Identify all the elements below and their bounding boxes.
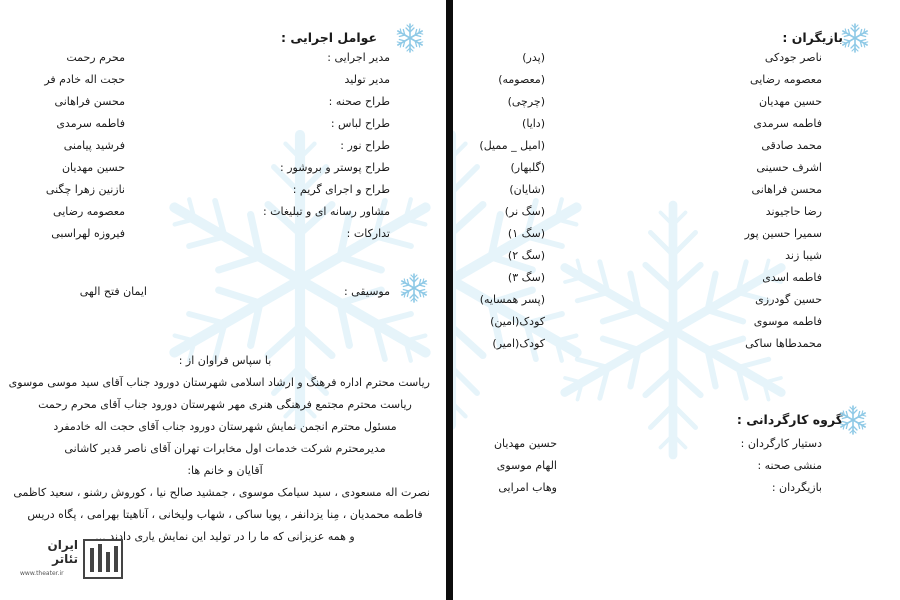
thanks-line: مسئول محترم انجمن نمایش شهرستان دورود جناب آقای حجت اله خادمفرد <box>53 420 397 433</box>
directing-row <box>453 456 900 478</box>
crew-name: حسین مهدیان <box>61 161 125 174</box>
crew-label: طراح لباس : <box>330 117 390 130</box>
directing-name: الهام موسوی <box>496 459 557 472</box>
thanks-line: مدیرمحترم شرکت خدمات اول مخابرات تهران آقای ناصر قدیر کاشانی <box>64 442 386 455</box>
cast-name: حسین گودرزی <box>755 293 822 306</box>
thanks-block <box>8 350 430 548</box>
directing-group-heading: گروه کارگردانی : <box>736 412 843 427</box>
directing-name: وهاب امرایی <box>498 481 557 494</box>
directing-row <box>453 434 900 456</box>
thanks-line: ریاست محترم مجتمع فرهنگی هنری مهر شهرستان دورود جناب آقای محرم رحمت <box>38 398 412 411</box>
thanks-line: و همه عزیزانی که ما را در تولید این نمایش یاری دادند ... <box>95 530 355 543</box>
cast-name: اشرف حسینی <box>756 161 822 174</box>
crew-heading: عوامل اجرایی : <box>281 30 377 45</box>
cast-role: (سگ ۳) <box>507 271 545 284</box>
thanks-line: نصرت اله مسعودی ، سید سیامک موسوی ، جمشید صالح نیا ، کوروش رشنو ، سعید کاظمی <box>13 486 430 499</box>
cast-role: (دایا) <box>522 117 545 130</box>
right-page <box>453 0 900 600</box>
crew-label: طراح نور : <box>340 139 390 152</box>
cast-role: (پدر) <box>522 51 545 64</box>
cast-role: (گلبهار) <box>510 161 545 174</box>
crew-name: معصومه رضایی <box>53 205 125 218</box>
crew-name: محرم رحمت <box>66 51 125 64</box>
crew-label: مشاور رسانه ای و تبلیغات : <box>262 205 390 218</box>
cast-name: شیبا زند <box>785 249 822 262</box>
cast-name: فاطمه سرمدی <box>753 117 822 130</box>
directing-label: بازیگردان : <box>771 481 822 494</box>
left-page <box>0 0 447 600</box>
crew-name: فاطمه سرمدی <box>56 117 125 130</box>
crew-name: محسن فراهانی <box>54 95 125 108</box>
crew-label: تدارکات : <box>346 227 390 240</box>
crew-row <box>0 180 447 202</box>
cast-role: (معصومه) <box>498 73 545 86</box>
crew-row <box>0 114 447 136</box>
cast-heading: بازیگران : <box>782 30 843 45</box>
cast-row <box>453 48 900 70</box>
cast-row <box>453 246 900 268</box>
crew-label: طراح صحنه : <box>328 95 390 108</box>
cast-row <box>453 268 900 290</box>
crew-name: فرشید پیامنی <box>63 139 125 152</box>
cast-role: (سگ ۲) <box>507 249 545 262</box>
cast-row <box>453 202 900 224</box>
cast-name: فاطمه اسدی <box>762 271 822 284</box>
snowflake-icon <box>837 404 869 436</box>
crew-label: مدیر تولید <box>344 73 390 86</box>
music-name: ایمان فتح الهی <box>79 285 147 298</box>
logo-url: www.theater.ir <box>20 570 64 577</box>
book-spine <box>446 0 453 600</box>
thanks-line: آقایان و خانم ها: <box>187 464 263 477</box>
cast-row <box>453 334 900 356</box>
cast-row <box>453 92 900 114</box>
cast-name: ناصر جودکی <box>764 51 822 64</box>
cast-role: (چرچی) <box>507 95 545 108</box>
cast-row <box>453 290 900 312</box>
directing-label: دستیار کارگردان : <box>740 437 822 450</box>
crew-row <box>0 48 447 70</box>
music-label: موسیقی : <box>343 285 390 298</box>
directing-row <box>453 478 900 500</box>
cast-row <box>453 180 900 202</box>
cast-name: معصومه رضایی <box>750 73 822 86</box>
cast-role: (پسر همسایه) <box>479 293 545 306</box>
crew-row <box>0 158 447 180</box>
cast-name: محمد صادقی <box>761 139 822 152</box>
thanks-line: با سپاس فراوان از : <box>178 354 272 367</box>
cast-row <box>453 114 900 136</box>
crew-label: طراح پوستر و بروشور : <box>280 161 390 174</box>
thanks-line: ریاست محترم اداره فرهنگ و ارشاد اسلامی شهرستان دورود جناب آقای سید موسی موسوی <box>8 376 430 389</box>
cast-name: محمدطاها ساکی <box>745 337 822 350</box>
cast-role: (سگ نر) <box>504 205 545 218</box>
cast-row <box>453 312 900 334</box>
directing-name: حسین مهدیان <box>493 437 557 450</box>
cast-role: (شایان) <box>509 183 545 196</box>
cast-role: (امیل _ ممیل) <box>479 139 545 152</box>
crew-row <box>0 202 447 224</box>
crew-name: نازنین زهرا چگنی <box>45 183 125 196</box>
crew-name: فیروزه لهراسبی <box>51 227 125 240</box>
directing-label: منشی صحنه : <box>757 459 822 472</box>
cast-name: فاطمه موسوی <box>753 315 822 328</box>
crew-name: حجت اله خادم فر <box>44 73 125 86</box>
crew-row <box>0 70 447 92</box>
crew-row <box>0 92 447 114</box>
cast-row <box>453 158 900 180</box>
cast-row <box>453 224 900 246</box>
music-row <box>0 282 447 304</box>
cast-name: رضا حاجیوند <box>765 205 822 218</box>
cast-name: سمیرا حسین پور <box>744 227 822 240</box>
thanks-line: فاطمه محمدیان ، مِنا یزدانفر ، پویا ساکی ، شهاب ولیخانی ، آناهیتا بهرامی ، پگاه دریس <box>27 508 423 521</box>
cast-name: حسین مهدیان <box>758 95 822 108</box>
cast-name: محسن فراهانی <box>751 183 822 196</box>
crew-label: مدیر اجرایی : <box>327 51 390 64</box>
cast-role: (سگ ۱) <box>507 227 545 240</box>
logo-text: ایران تئاتر <box>47 538 78 566</box>
cast-role: کودک(امیر) <box>492 337 545 350</box>
crew-row <box>0 136 447 158</box>
crew-label: طراح و اجرای گریم : <box>292 183 390 196</box>
crew-row <box>0 224 447 246</box>
cast-row <box>453 136 900 158</box>
cast-role: کودک(امین) <box>490 315 545 328</box>
cast-row <box>453 70 900 92</box>
